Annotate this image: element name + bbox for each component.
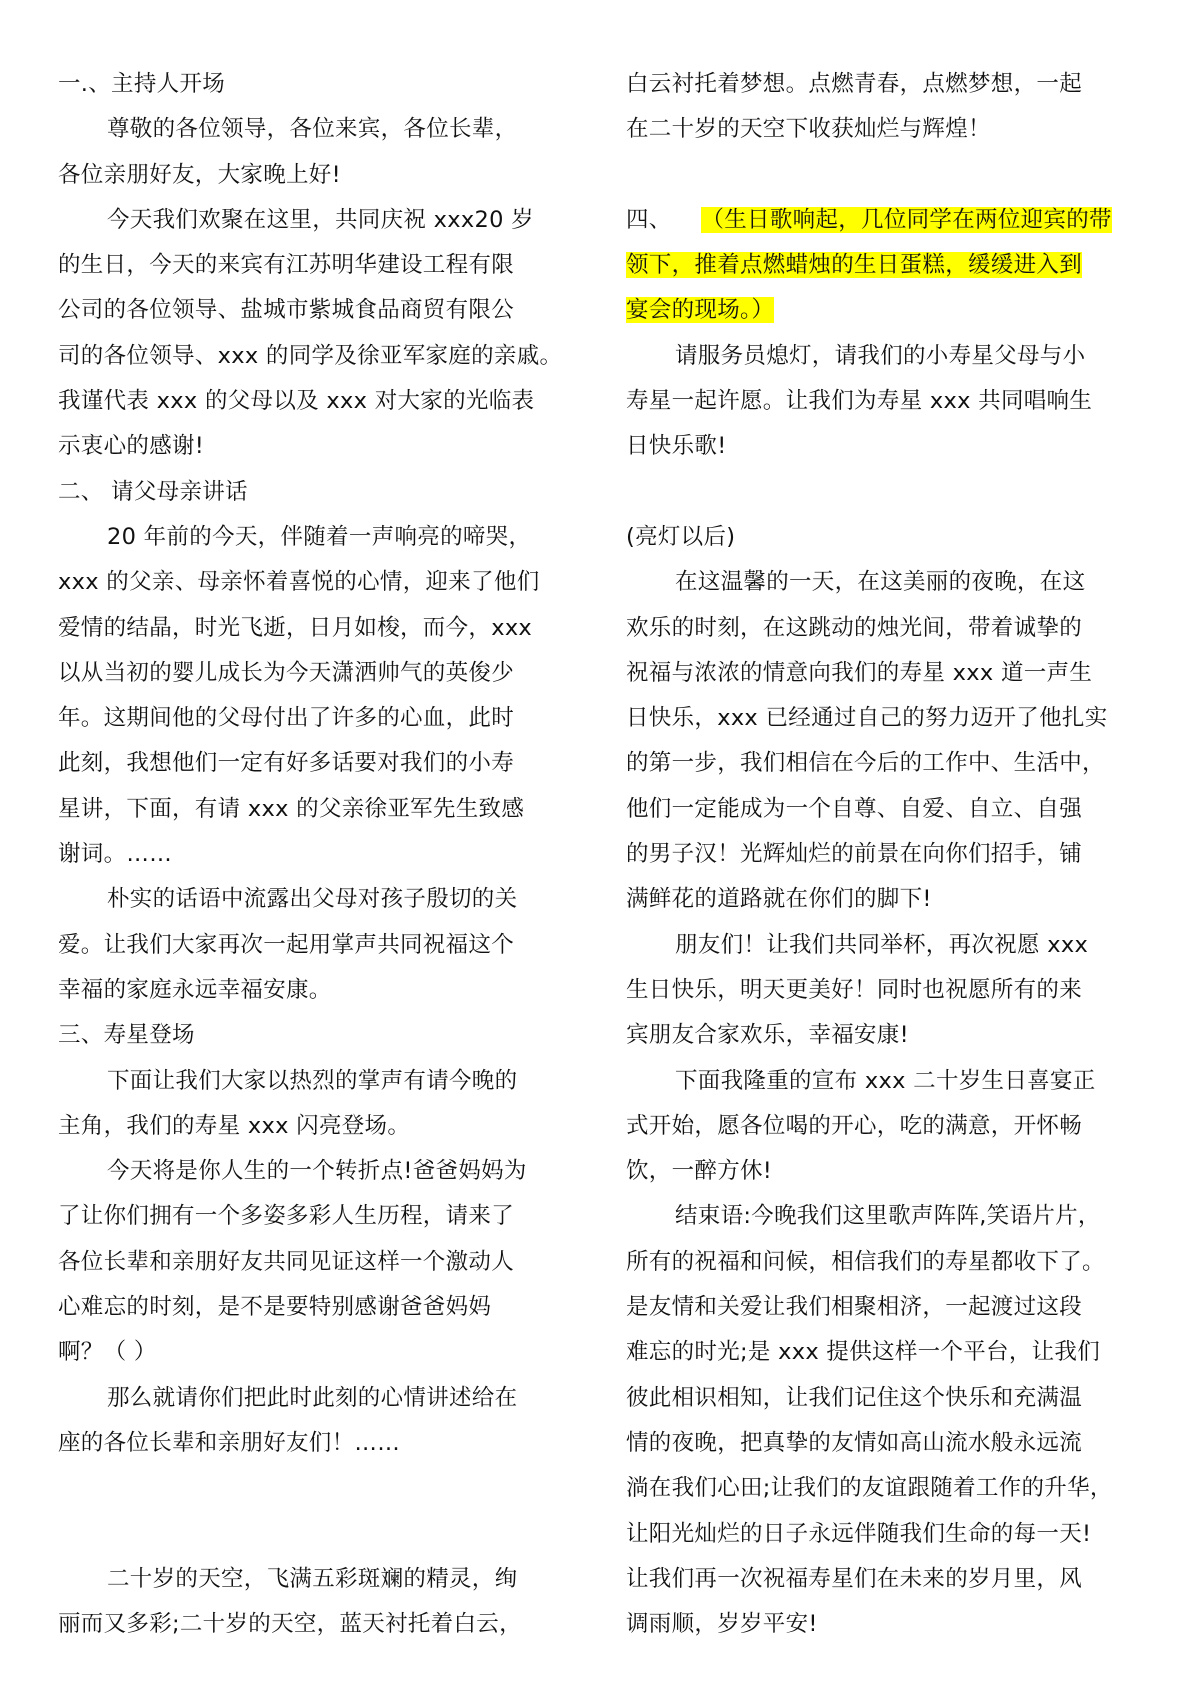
text-line: 丽而又多彩;二十岁的天空，蓝天衬托着白云， [58,1611,522,1638]
text-line: 各位长辈和亲朋好友共同见证这样一个激动人 [58,1248,515,1275]
text-line: xxx 的父亲、母亲怀着喜悦的心情，迎来了他们 [58,569,540,596]
text-line: 谢词。…… [58,841,173,868]
text-line: 的第一步，我们相信在今后的工作中、生活中， [626,750,1105,777]
text-line: 那么就请你们把此时此刻的心情讲述给在 [107,1384,518,1411]
text-line: 星讲，下面，有请 xxx 的父亲徐亚军先生致感 [58,795,525,822]
text-line: 司的各位领导、xxx 的同学及徐亚军家庭的亲戚。 [58,342,563,369]
text-line [626,288,1131,333]
text-line: 让我们再一次祝福寿星们在未来的岁月里，风 [626,1565,1083,1592]
text-line: 我谨代表 xxx 的父母以及 xxx 对大家的光临表 [58,388,535,415]
text-line: 20 年前的今天，伴随着一声响亮的啼哭， [107,523,532,550]
blank-line [626,153,1131,198]
section-number-4: 四、 [626,206,672,233]
blank-line [626,470,1131,515]
text-line: 式开始，愿各位喝的开心，吃的满意，开怀畅 [626,1112,1083,1139]
text-line: 主角，我们的寿星 xxx 闪亮登场。 [58,1112,411,1139]
text-line [626,243,1131,288]
text-line: 年。这期间他的父母付出了许多的心血，此时 [58,705,515,732]
text-line: 以从当初的婴儿成长为今天潇洒帅气的英俊少 [58,659,515,686]
text-line: 在这温馨的一天，在这美丽的夜晚，在这 [675,569,1086,596]
text-line: 公司的各位领导、盐城市紫城食品商贸有限公 [58,297,515,324]
right-column [626,62,1131,1647]
text-line: 的男子汉！光辉灿烂的前景在向你们招手，铺 [626,841,1083,868]
text-line: 淌在我们心田;让我们的友谊跟随着工作的升华， [626,1475,1113,1502]
text-line: 他们一定能成为一个自尊、自爱、自立、自强 [626,795,1083,822]
stage-note: (亮灯以后) [626,523,736,550]
text-line: 结束语:今晚我们这里歌声阵阵,笑语片片， [675,1203,1101,1230]
text-line: 欢乐的时刻，在这跳动的烛光间，带着诚挚的 [626,614,1083,641]
text-line: 请服务员熄灯，请我们的小寿星父母与小 [675,342,1086,369]
text-line: 宾朋友合家欢乐，幸福安康! [626,1022,909,1049]
blank-line [58,1466,563,1511]
text-line: 的生日，今天的来宾有江苏明华建设工程有限 [58,252,515,279]
text-line: 了让你们拥有一个多姿多彩人生历程，请来了 [58,1203,515,1230]
text-line: 今天我们欢聚在这里，共同庆祝 xxx20 岁 [107,206,534,233]
text-line: 今天将是你人生的一个转折点!爸爸妈妈为 [107,1158,527,1185]
text-line: 朋友们！让我们共同举杯，再次祝愿 xxx [675,931,1089,958]
text-line: 爱。让我们大家再次一起用掌声共同祝福这个 [58,931,515,958]
text-line: 在二十岁的天空下收获灿烂与辉煌！ [626,116,991,143]
text-line: 幸福的家庭永远幸福安康。 [58,976,332,1003]
text-line: 让阳光灿烂的日子永远伴随我们生命的每一天! [626,1520,1092,1547]
text-line: 朴实的话语中流露出父母对孩子殷切的关 [107,886,518,913]
section-heading-4 [626,198,1131,243]
text-line: 此刻，我想他们一定有好多话要对我们的小寿 [58,750,515,777]
text-line: 寿星一起许愿。让我们为寿星 xxx 共同唱响生 [626,388,1093,415]
text-line: 日快乐，xxx 已经通过自己的努力迈开了他扎实 [626,705,1108,732]
text-line: 心难忘的时刻，是不是要特别感谢爸爸妈妈 [58,1294,492,1321]
text-line: 所有的祝福和问候，相信我们的寿星都收下了。 [626,1248,1105,1275]
section-heading-1: 一.、主持人开场 [58,71,226,97]
highlighted-stage-direction: （生日歌响起，几位同学在两位迎宾的带 [701,206,1112,233]
text-line: 满鲜花的道路就在你们的脚下! [626,886,932,913]
text-line: 日快乐歌! [626,433,727,460]
text-line: 是友情和关爱让我们相聚相济，一起渡过这段 [626,1294,1083,1321]
section-heading-2: 二、 请父母亲讲话 [58,478,248,505]
text-line: 下面让我们大家以热烈的掌声有请今晚的 [107,1067,518,1094]
text-line: 啊？（ ） [58,1339,157,1366]
text-line: 爱情的结晶，时光飞逝，日月如梭，而今，xxx [58,614,533,641]
highlighted-stage-direction: 领下，推着点燃蜡烛的生日蛋糕，缓缓进入到 [626,252,1083,279]
blank-line [58,1512,563,1557]
text-line: 二十岁的天空，飞满五彩斑斓的精灵，绚 [107,1565,518,1592]
text-line: 下面我隆重的宣布 xxx 二十岁生日喜宴正 [675,1067,1096,1094]
text-line: 难忘的时光;是 xxx 提供这样一个平台，让我们 [626,1339,1101,1366]
text-line: 彼此相识相知，让我们记住这个快乐和充满温 [626,1384,1083,1411]
text-line: 尊敬的各位领导，各位来宾，各位长辈， [107,116,518,143]
section-heading-3: 三、寿星登场 [58,1022,195,1049]
text-line: 座的各位长辈和亲朋好友们！…… [58,1429,401,1456]
text-line: 饮，一醉方休! [626,1158,773,1185]
text-line: 调雨顺，岁岁平安! [626,1611,818,1638]
text-line: 各位亲朋好友，大家晚上好! [58,161,341,188]
text-line: 白云衬托着梦想。点燃青春，点燃梦想，一起 [626,71,1083,97]
text-line: 情的夜晚，把真挚的友情如高山流水般永远流 [626,1429,1083,1456]
text-line: 生日快乐，明天更美好！同时也祝愿所有的来 [626,976,1083,1003]
text-line: 示衷心的感谢! [58,433,205,460]
highlighted-stage-direction: 宴会的现场。） [626,297,775,324]
left-column [58,62,563,1647]
text-line: 祝福与浓浓的情意向我们的寿星 xxx 道一声生 [626,659,1093,686]
